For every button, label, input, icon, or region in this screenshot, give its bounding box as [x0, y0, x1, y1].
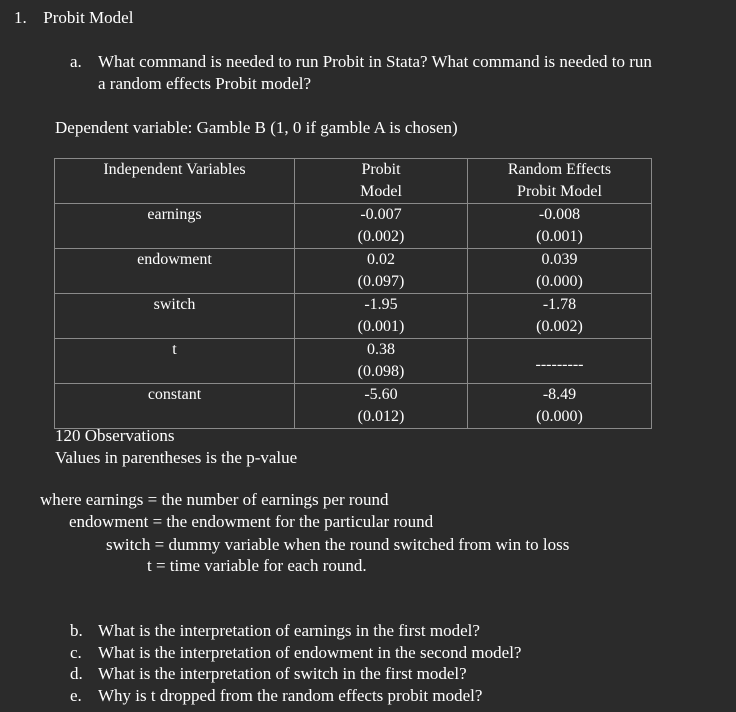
- re-coef: 0.039: [541, 251, 578, 268]
- section-heading: [14, 7, 133, 29]
- parentheses-note: Values in parentheses is the p-value: [55, 448, 298, 467]
- section-number: 1.: [14, 8, 27, 27]
- probit-pvalue: (0.002): [357, 228, 405, 245]
- question-text: What is the interpretation of endowment in the second model?: [98, 643, 522, 662]
- probit-pvalue: (0.097): [357, 273, 405, 290]
- variable-name: earnings: [55, 204, 295, 249]
- re-pvalue: (0.000): [536, 408, 583, 425]
- re-probit-cell: [468, 249, 652, 294]
- re-coef: -1.78: [542, 296, 577, 313]
- probit-coef: -5.60: [364, 386, 398, 403]
- question-c: [70, 642, 521, 664]
- question-a-text-1: What command is needed to run Probit in Stata? What command is needed to run: [98, 52, 652, 71]
- table-row: [55, 249, 652, 294]
- probit-pvalue: (0.001): [357, 318, 405, 335]
- definition-t: t = time variable for each round.: [147, 556, 367, 575]
- re-probit-cell: [468, 384, 652, 429]
- re-coef: -0.008: [538, 206, 581, 223]
- question-text: What is the interpretation of earnings in the first model?: [98, 621, 480, 640]
- probit-cell: [295, 294, 468, 339]
- probit-cell: [295, 204, 468, 249]
- question-text: What is the interpretation of switch in the first model?: [98, 664, 467, 683]
- probit-pvalue: (0.012): [357, 408, 405, 425]
- re-probit-cell: [468, 204, 652, 249]
- re-coef-dropped: ---------: [535, 356, 584, 373]
- question-marker: d.: [70, 664, 83, 683]
- question-marker: e.: [70, 686, 82, 705]
- question-a-line1: [70, 51, 652, 73]
- re-probit-cell: [468, 339, 652, 384]
- variable-name: constant: [55, 384, 295, 429]
- re-probit-cell: [468, 294, 652, 339]
- re-pvalue: (0.001): [536, 228, 583, 245]
- results-table: [54, 158, 652, 429]
- probit-coef: 0.02: [367, 251, 395, 268]
- definition-endowment: endowment = the endowment for the particular round: [69, 512, 434, 531]
- re-pvalue: (0.002): [536, 318, 583, 335]
- variable-name: switch: [55, 294, 295, 339]
- section-title: Probit Model: [43, 8, 134, 27]
- definition-switch: switch = dummy variable when the round switched from win to loss: [106, 535, 570, 554]
- question-text: Why is t dropped from the random effects probit model?: [98, 686, 483, 705]
- probit-coef: -0.007: [360, 206, 402, 223]
- re-pvalue: (0.000): [536, 273, 583, 290]
- table-row: [55, 339, 652, 384]
- question-d: [70, 663, 467, 685]
- question-a-marker: a.: [70, 52, 82, 71]
- question-marker: c.: [70, 643, 82, 662]
- question-e: [70, 685, 482, 707]
- observations-note: 120 Observations: [55, 426, 175, 445]
- header-probit-model: Probit Model: [295, 159, 468, 204]
- question-a-line2: a random effects Probit model?: [98, 74, 312, 93]
- dependent-variable: Dependent variable: Gamble B (1, 0 if gamble A is chosen): [55, 118, 458, 137]
- variable-name: t: [55, 339, 295, 384]
- re-coef: -8.49: [542, 386, 577, 403]
- table-row: [55, 294, 652, 339]
- probit-coef: 0.38: [367, 341, 395, 358]
- probit-pvalue: (0.098): [357, 363, 405, 380]
- probit-cell: [295, 249, 468, 294]
- definition-earnings: where earnings = the number of earnings per round: [40, 490, 389, 509]
- question-marker: b.: [70, 621, 83, 640]
- probit-cell: [295, 339, 468, 384]
- header-independent-variables: Independent Variables: [55, 159, 295, 204]
- table-row: [55, 204, 652, 249]
- header-random-effects-probit: Random Effects Probit Model: [468, 159, 652, 204]
- probit-coef: -1.95: [364, 296, 398, 313]
- probit-cell: [295, 384, 468, 429]
- table-header-row: [55, 159, 652, 204]
- table-row: [55, 384, 652, 429]
- variable-name: endowment: [55, 249, 295, 294]
- question-b: [70, 620, 480, 642]
